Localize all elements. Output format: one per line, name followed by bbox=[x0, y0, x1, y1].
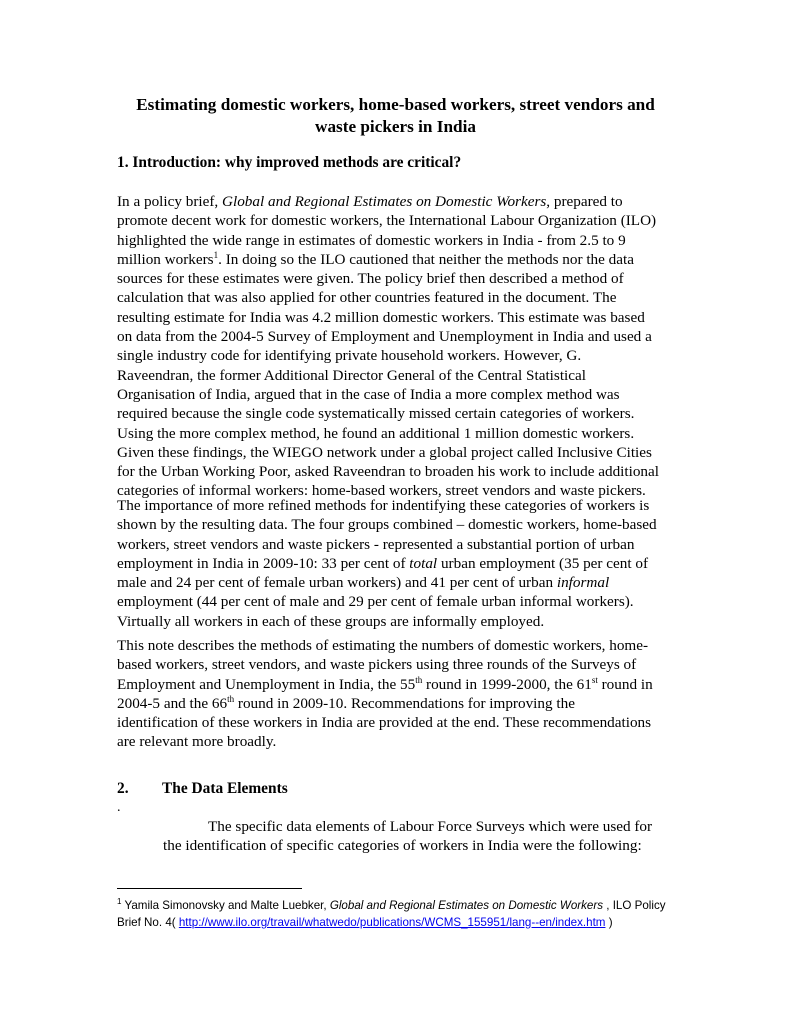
text-line: million workers$^1$. In doing so the ILO cautioned that neither the methods nor the data bbox=[117, 249, 634, 268]
text-line: for the Urban Working Poor, asked Raveendran to broaden his work to include additional bbox=[117, 463, 659, 481]
text-line: promote decent work for domestic workers, the International Labour Organization (ILO) bbox=[117, 212, 657, 230]
section-number: 2. bbox=[117, 780, 129, 797]
section-1-heading: 1. Introduction: why improved methods are critical? bbox=[117, 154, 462, 171]
footnote bbox=[117, 897, 697, 931]
policy-brief-title: Global and Regional Estimates on Domestic Workers bbox=[222, 193, 547, 210]
text-line: calculation that was also applied for other countries featured in the document. The bbox=[117, 289, 617, 307]
document-title bbox=[100, 94, 691, 137]
text-line: resulting estimate for India was 4.2 million domestic workers. This estimate was based bbox=[117, 308, 645, 326]
section-title: The Data Elements bbox=[162, 780, 288, 797]
ilo-link[interactable]: http://www.ilo.org/travail/whatwedo/publications/WCMS_155951/lang--en/index.htm bbox=[178, 916, 606, 929]
footnote-line: Brief No. 4( http://www.ilo.org/travail/whatwedo/publications/WCMS_155951/lang--en/index.htm ) bbox=[117, 916, 613, 929]
text-line: 2004-5 and the 66th round in 2009-10. Recommendations for improving the bbox=[117, 693, 575, 712]
text-line: Raveendran, the former Additional Director General of the Central Statistical bbox=[117, 366, 586, 384]
stray-period: . bbox=[117, 800, 121, 815]
text-line: highlighted the wide range in estimates of domestic workers in India - from 2.5 to 9 bbox=[117, 231, 626, 249]
text-line: identification of these workers in India are provided at the end. These recommendations bbox=[117, 714, 652, 732]
text-line: The importance of more refined methods for indentifying these categories of workers is bbox=[117, 497, 650, 514]
text-line: the identification of specific categories of workers in India were the following: bbox=[163, 837, 642, 855]
intro-paragraph-1 bbox=[117, 192, 683, 501]
text-line: Employment and Unemployment in India, the 55th round in 1999-2000, the 61st round in bbox=[117, 674, 653, 693]
footnote-marker: 1 bbox=[117, 897, 122, 906]
title-line-1: Estimating domestic workers, home-based workers, street vendors and bbox=[136, 95, 655, 114]
text-line: based workers, street vendors, and waste pickers using three rounds of the Surveys of bbox=[117, 656, 637, 674]
section-2-heading bbox=[117, 780, 288, 798]
intro-paragraph-3 bbox=[117, 636, 683, 752]
text-line: employment in India in 2009-10: 33 per cent of total urban employment (35 per cent of bbox=[117, 554, 649, 572]
footnote-reference[interactable]: 1 bbox=[213, 249, 219, 260]
text-line: shown by the resulting data. The four groups combined – domestic workers, home-based bbox=[117, 516, 657, 534]
text-line: employment (44 per cent of male and 29 per cent of female urban informal workers). bbox=[117, 593, 634, 611]
footnote-cited-title: Global and Regional Estimates on Domestic Workers bbox=[329, 899, 604, 912]
footnote-line: $^1$ Yamila Simonovsky and Malte Luebker, Global and Regional Estimates on Domestic Workers , ILO Policy bbox=[117, 897, 666, 912]
text-line: are relevant more broadly. bbox=[117, 733, 277, 751]
text-line: categories of informal workers: home-based workers, street vendors and waste pickers. bbox=[117, 482, 646, 500]
section-2-paragraph bbox=[163, 817, 652, 856]
text-line: required because the single code systematically missed certain categories of workers. bbox=[117, 405, 635, 423]
emphasis-total: total bbox=[409, 554, 438, 572]
text-line: on data from the 2004-5 Survey of Employment and Unemployment in India and used a bbox=[117, 328, 652, 346]
text-line: The specific data elements of Labour Force Surveys which were used for bbox=[208, 818, 653, 835]
text-line: Virtually all workers in each of these groups are informally employed. bbox=[117, 612, 545, 630]
emphasis-informal: informal bbox=[556, 574, 610, 592]
text-line: This note describes the methods of estimating the numbers of domestic workers, home- bbox=[117, 637, 649, 654]
title-line-2: waste pickers in India bbox=[315, 116, 476, 136]
text-line: Using the more complex method, he found an additional 1 million domestic workers. bbox=[117, 424, 635, 442]
text-line: sources for these estimates were given. The policy brief then described a method of bbox=[117, 270, 624, 288]
intro-paragraph-2 bbox=[117, 496, 683, 631]
text-line: male and 24 per cent of female urban workers) and 41 per cent of urban informal bbox=[117, 574, 610, 592]
text-line: workers, street vendors and waste pickers - represented a substantial portion of urban bbox=[117, 535, 635, 553]
text-line: In a policy brief, Global and Regional Estimates on Domestic Workers, prepared to bbox=[117, 193, 623, 210]
footnote-separator bbox=[117, 888, 302, 889]
text-line: Organisation of India, argued that in the case of India a more complex method was bbox=[117, 385, 620, 403]
text-line: single industry code for identifying private household workers. However, G. bbox=[117, 347, 582, 365]
text-line: Given these findings, the WIEGO network under a global project called Inclusive Cities bbox=[117, 443, 652, 461]
